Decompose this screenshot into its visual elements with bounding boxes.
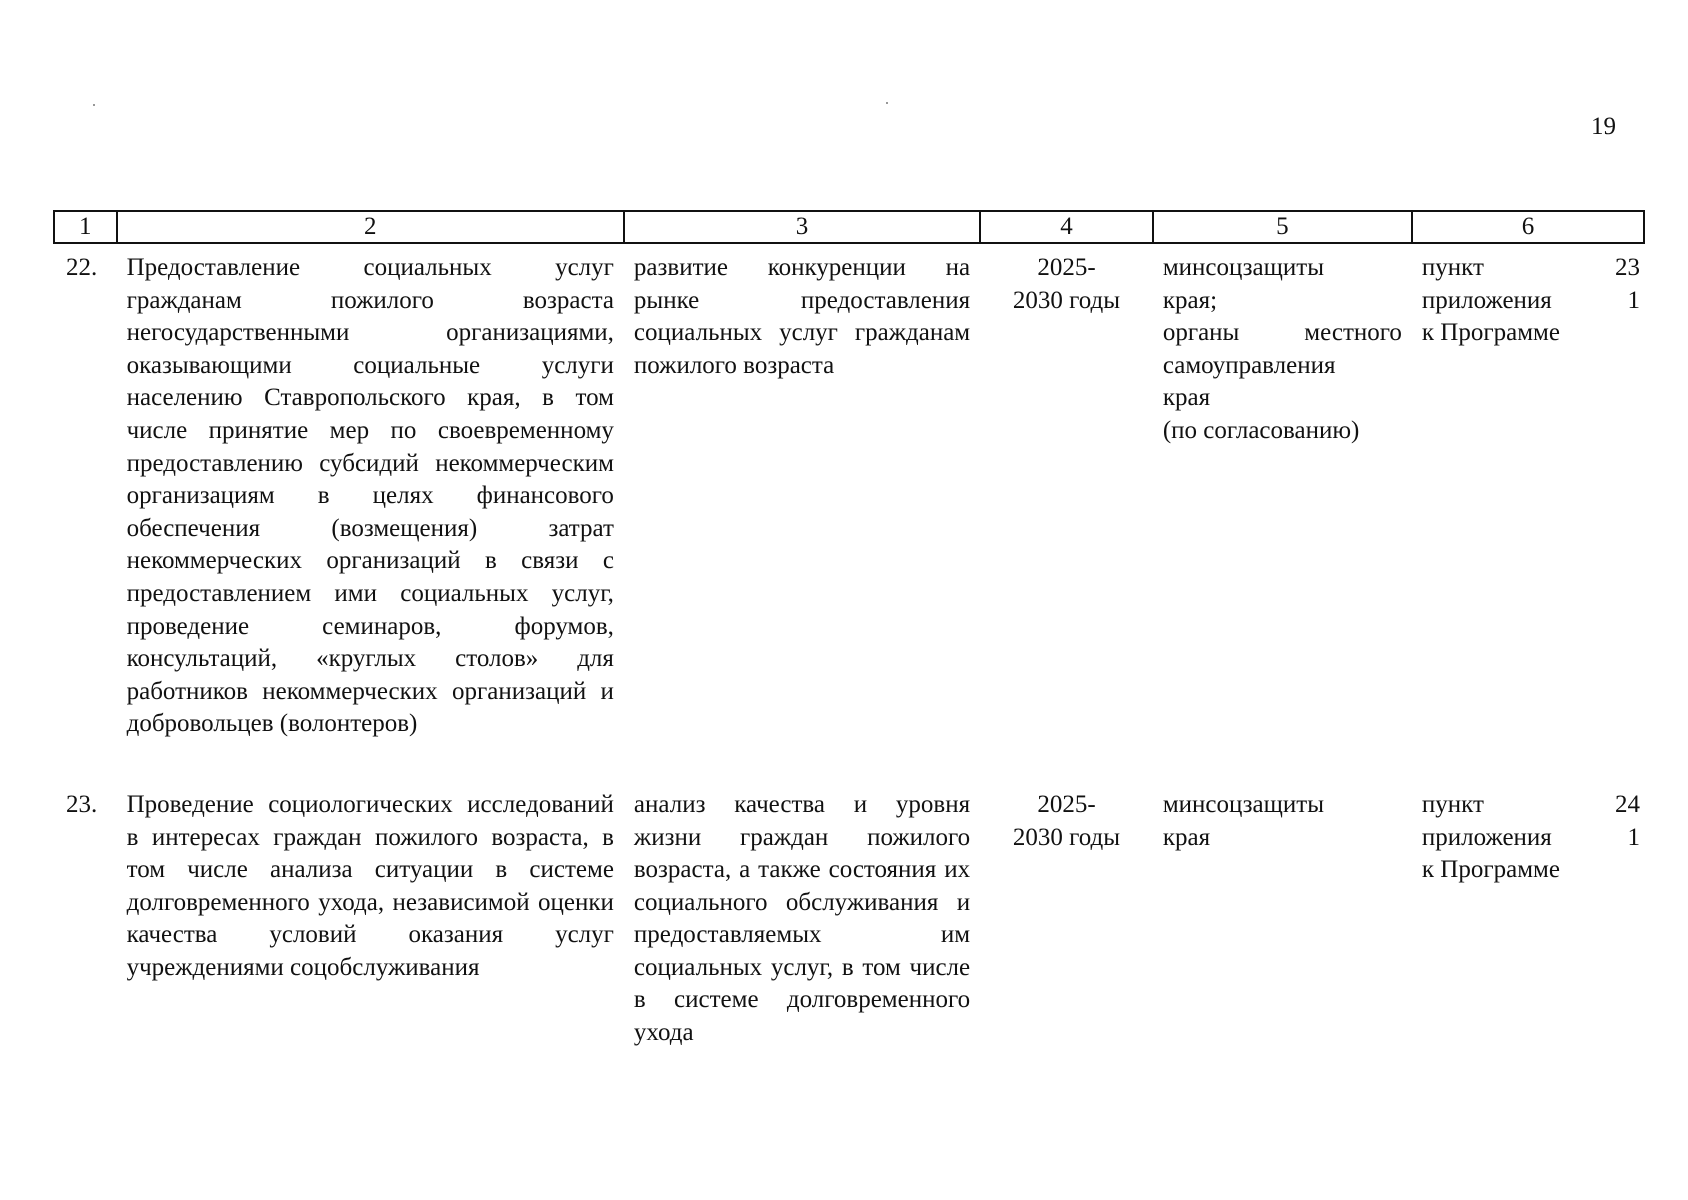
column-header: 5 bbox=[1153, 211, 1412, 243]
row-number: 23. bbox=[66, 790, 98, 818]
responsible-executors bbox=[1153, 243, 1412, 741]
column-header: 6 bbox=[1412, 211, 1644, 243]
page-number: 19 bbox=[1591, 113, 1616, 140]
reference-number: 24 bbox=[1615, 790, 1640, 818]
implementation-period bbox=[980, 781, 1153, 1050]
reference-number: 1 bbox=[1627, 286, 1640, 314]
indicator-reference bbox=[1412, 781, 1644, 1050]
program-measures-table bbox=[53, 210, 1645, 1050]
column-header: 2 bbox=[117, 211, 624, 243]
executor-line: края bbox=[1162, 384, 1211, 412]
period-start: 2025- bbox=[1037, 790, 1096, 818]
column-header: 1 bbox=[54, 211, 117, 243]
measure-description: Проведение социологических исследований в интересах граждан пожилого возраста, в том числе анализа ситуации в системе долговременного ухода, независимой оценки качества условий оказания услуг учреждениями соцобслуживания bbox=[126, 790, 614, 981]
scan-speck bbox=[93, 104, 95, 106]
table-row bbox=[54, 781, 1644, 1050]
reference-line: пункт bbox=[1421, 254, 1484, 281]
reference-line: приложения bbox=[1421, 286, 1552, 314]
reference-line: пункт bbox=[1421, 790, 1484, 818]
responsible-executors bbox=[1153, 781, 1412, 1050]
column-header: 4 bbox=[980, 211, 1153, 243]
reference-line: приложения bbox=[1421, 823, 1552, 851]
scan-speck bbox=[886, 102, 888, 104]
row-number: 22. bbox=[66, 254, 98, 281]
row-gap bbox=[54, 741, 1644, 781]
reference-number: 1 bbox=[1627, 823, 1640, 851]
indicator-reference bbox=[1412, 243, 1644, 741]
period-end: 2030 годы bbox=[1012, 286, 1121, 314]
table-header-row bbox=[54, 211, 1644, 243]
executor-line: минсоцзащиты bbox=[1162, 254, 1325, 281]
measure-description: Предоставление социальных услуг гражданам пожилого возраста негосударственными организациями, оказывающими социальные услуги населению Ставропольского края, в том числе принятие мер по своевременному предоставлению субсидий некоммерческим организациям в целях финансового обеспечения (возмещения) затрат некоммерческих организаций в связи с предоставлением ими социальных услуг, проведение семинаров, форумов, консультаций, «круглых столов» для работников некоммерческих организаций и добровольцев (волонтеров) bbox=[126, 254, 614, 738]
executor-line: края bbox=[1162, 823, 1211, 851]
period-end: 2030 годы bbox=[1012, 823, 1121, 851]
table-row bbox=[54, 243, 1644, 741]
reference-line: к Программе bbox=[1421, 856, 1560, 884]
measure-goal: развитие конкуренции на рынке предоставления социальных услуг гражданам пожилого возраста bbox=[633, 254, 971, 379]
executor-line: минсоцзащиты bbox=[1162, 790, 1325, 818]
executor-line: края; bbox=[1162, 286, 1218, 314]
column-header: 3 bbox=[624, 211, 980, 243]
reference-number: 23 bbox=[1615, 254, 1640, 281]
measure-goal: анализ качества и уровня жизни граждан пожилого возраста, а также состояния их социального обслуживания и предоставляемых им социальных услуг, в том числе в системе долговременного ухода bbox=[633, 790, 971, 1047]
reference-line: к Программе bbox=[1421, 319, 1560, 347]
period-start: 2025- bbox=[1037, 254, 1096, 281]
executor-line: органы местного bbox=[1162, 319, 1402, 347]
executor-line: (по согласованию) bbox=[1162, 416, 1360, 444]
implementation-period bbox=[980, 243, 1153, 741]
executor-line: самоуправления bbox=[1162, 351, 1336, 379]
